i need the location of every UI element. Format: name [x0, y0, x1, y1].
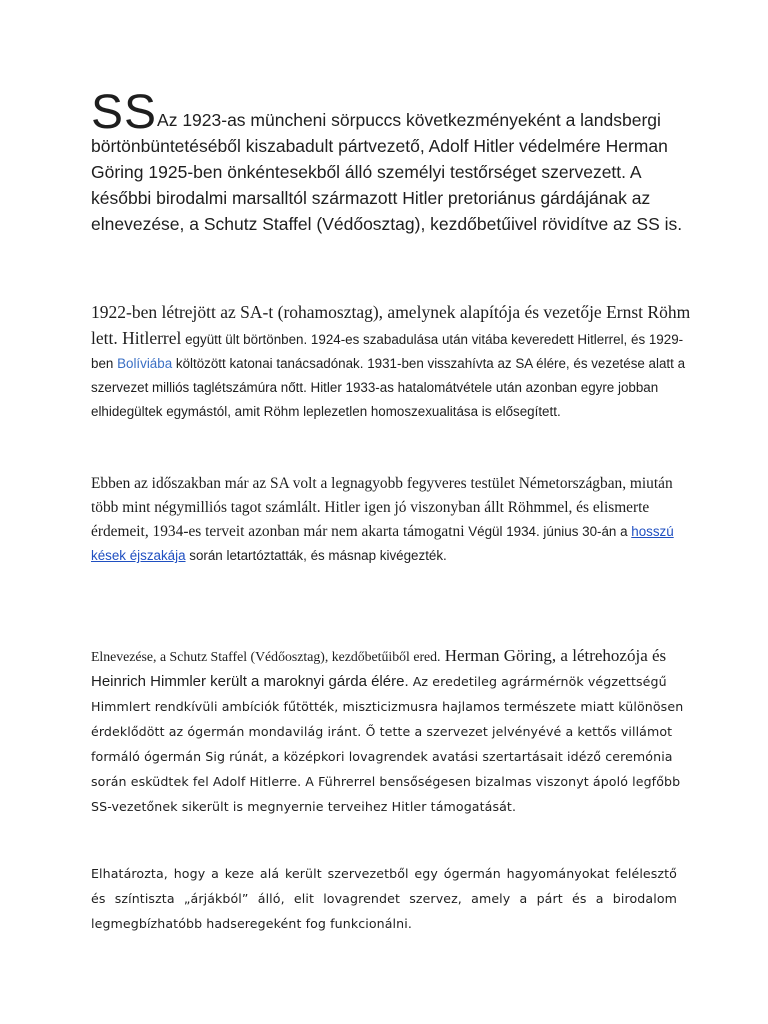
intro-text: Az 1923-as müncheni sörpuccs következményeként a landsbergi börtönbüntetéséből kiszabadult pártvezető, Adolf Hitler védelmére Herman Göring 1925-ben önkéntesekből álló személyi testőrséget szervezett. A későbbi birodalmi marsalltól származott Hitler pretoriánus gárdájának az elnevezése, a Schutz Staffel (Védőosztag), kezdőbetűivel rövidítve az SS is.: [91, 110, 683, 234]
link-long-knives[interactable]: hosszú kések éjszakája: [91, 524, 674, 563]
sa-sans-text-1: együtt ült börtönben. 1924-es szabadulása után vitába keveredett Hitlerrel, és 1929-ben: [91, 332, 684, 371]
himmler-serif-small: Elnevezése, a Schutz Staffel (Védőosztag), kezdőbetűiből ered.: [91, 649, 441, 664]
paragraph-sa: [91, 300, 691, 424]
rohm-sans-text-1: Végül 1934. június 30-án a: [464, 524, 632, 539]
order-text: Elhatározta, hogy a keze alá került szervezetből egy ógermán hagyományokat felélesztő és színtiszta „árjákból” álló, elit lovagrendet szervez, amely a párt és a birodalom legmegbízhatóbb hadseregeként fog funkcionálni.: [91, 866, 677, 931]
paragraph-order: [91, 861, 677, 936]
rohm-serif-text: Ebben az időszakban már az SA volt a legnagyobb fegyveres testület Németországban, miután több mint négymilliós tagot számlált. Hitler igen jó viszonyban állt Röhmmel, és elismerte érdemeit, 1934-es terveit azonban már nem akarta támogatni: [91, 475, 673, 540]
sa-serif-text: 1922-ben létrejött az SA-t (rohamosztag), amelynek alapítója és vezetője Ernst Röhm lett. Hitlerrel: [91, 302, 691, 348]
rohm-sans-text-2: során letartóztatták, és másnap kivégezték.: [185, 548, 447, 563]
paragraph-rohm: [91, 472, 691, 568]
himmler-serif-large: Herman Göring, a létrehozója és: [440, 646, 667, 665]
link-bolivia[interactable]: Bolíviába: [117, 356, 173, 371]
paragraph-himmler: [91, 643, 691, 819]
paragraph-intro: [91, 86, 691, 237]
himmler-sans-text: Heinrich Himmler került a maroknyi gárda élére.: [91, 673, 409, 690]
sa-sans-text-2: költözött katonai tanácsadónak. 1931-ben visszahívta az SA élére, és vezetése alatt a szervezet milliós taglétszámúra nőtt. Hitler 1933-as hatalomátvétele után azonban egyre jobban elhidegültek egymástól, amit Röhm leplezetlen homoszexualitása is elősegített.: [91, 356, 686, 419]
dropcap: SS: [91, 86, 158, 139]
himmler-body-text: Az eredetileg agrármérnök végzettségű Himmlert rendkívüli ambíciók fűtötték, miszticizmusra hajlamos természete miatt különösen érdeklődött az ógermán mondavilág iránt. Ő tette a szervezet jelvényévé a kettős villámot formáló ógermán Sig rúnát, a középkori lovagrendek avatási szertartásait idéző ceremónia során esküdtek fel Adolf Hitlerre. A Führerrel bensőségesen bizalmas viszonyt ápoló legfőbb SS-vezetőnek sikerült is megnyernie terveihez Hitler támogatását.: [91, 674, 684, 814]
